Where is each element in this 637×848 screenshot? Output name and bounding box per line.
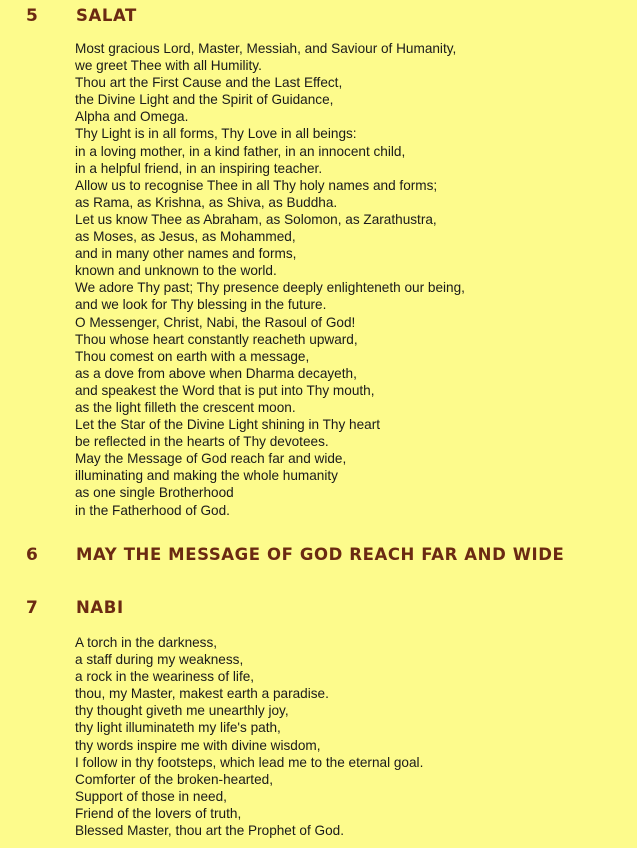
verse-line: We adore Thy past; Thy presence deeply enlighteneth our being, <box>75 280 465 296</box>
verse-line: thou, my Master, makest earth a paradise. <box>75 686 329 702</box>
verse-line: Support of those in need, <box>75 788 227 804</box>
verse-line: Let the Star of the Divine Light shining in Thy heart <box>75 417 381 433</box>
section-title: NABI <box>76 598 124 617</box>
verse-line: in a helpful friend, in an inspiring teacher. <box>75 160 323 176</box>
verse-line: a rock in the weariness of life, <box>75 669 255 685</box>
verse-line: in a loving mother, in a kind father, in an innocent child, <box>75 143 406 159</box>
verse-line: and we look for Thy blessing in the future. <box>75 297 327 313</box>
verse-line: Most gracious Lord, Master, Messiah, and Saviour of Humanity, <box>75 41 457 56</box>
verse-line: and speakest the Word that is put into Thy mouth, <box>75 382 375 398</box>
verse-line: Alpha and Omega. <box>75 109 189 125</box>
section-number: 6 <box>26 545 38 565</box>
verse-line: as a dove from above when Dharma decayeth, <box>75 365 357 381</box>
verse-line: we greet Thee with all Humility. <box>75 58 262 74</box>
section-5-heading <box>0 6 637 32</box>
verse-line: thy thought giveth me unearthly joy, <box>75 703 289 719</box>
verse-line: be reflected in the hearts of Thy devotees. <box>75 434 329 450</box>
verse-line: Friend of the lovers of truth, <box>75 805 242 821</box>
verse-line: Comforter of the broken-hearted, <box>75 771 273 787</box>
verse-line: in the Fatherhood of God. <box>75 502 230 518</box>
verse-line: Thou comest on earth with a message, <box>75 348 310 364</box>
verse-line: as the light filleth the crescent moon. <box>75 399 296 415</box>
verse-line: A torch in the darkness, <box>75 635 218 650</box>
verse-line: thy light illuminateth my life's path, <box>75 720 281 736</box>
verse-line: Blessed Master, thou art the Prophet of God. <box>75 823 345 839</box>
verse-line: known and unknown to the world. <box>75 263 277 279</box>
verse-line: the Divine Light and the Spirit of Guidance, <box>75 92 334 108</box>
verse-line: Thou whose heart constantly reacheth upward, <box>75 331 358 347</box>
verse-line: Allow us to recognise Thee in all Thy holy names and forms; <box>75 177 438 193</box>
verse-line: as one single Brotherhood <box>75 485 234 501</box>
section-5-verse <box>75 40 465 519</box>
verse-line: illuminating and making the whole humanity <box>75 468 338 484</box>
verse-line: Thy Light is in all forms, Thy Love in all beings: <box>75 126 357 142</box>
verse-line: I follow in thy footsteps, which lead me to the eternal goal. <box>75 754 424 770</box>
verse-line: as Rama, as Krishna, as Shiva, as Buddha. <box>75 194 338 210</box>
section-number: 7 <box>26 598 38 618</box>
verse-line: thy words inspire me with divine wisdom, <box>75 737 321 753</box>
section-7-verse <box>75 634 423 839</box>
verse-line: May the Message of God reach far and wide, <box>75 451 347 467</box>
section-number: 5 <box>26 6 38 26</box>
verse-line: a staff during my weakness, <box>75 652 244 668</box>
verse-line: O Messenger, Christ, Nabi, the Rasoul of God! <box>75 314 356 330</box>
verse-line: Thou art the First Cause and the Last Effect, <box>75 75 343 91</box>
section-title: MAY THE MESSAGE OF GOD REACH FAR AND WIDE <box>76 545 565 564</box>
section-title: SALAT <box>76 6 137 25</box>
verse-line: and in many other names and forms, <box>75 246 297 262</box>
section-6-heading <box>0 545 637 571</box>
verse-line: Let us know Thee as Abraham, as Solomon, as Zarathustra, <box>75 211 437 227</box>
verse-line: as Moses, as Jesus, as Mohammed, <box>75 229 296 245</box>
section-7-heading <box>0 598 637 624</box>
